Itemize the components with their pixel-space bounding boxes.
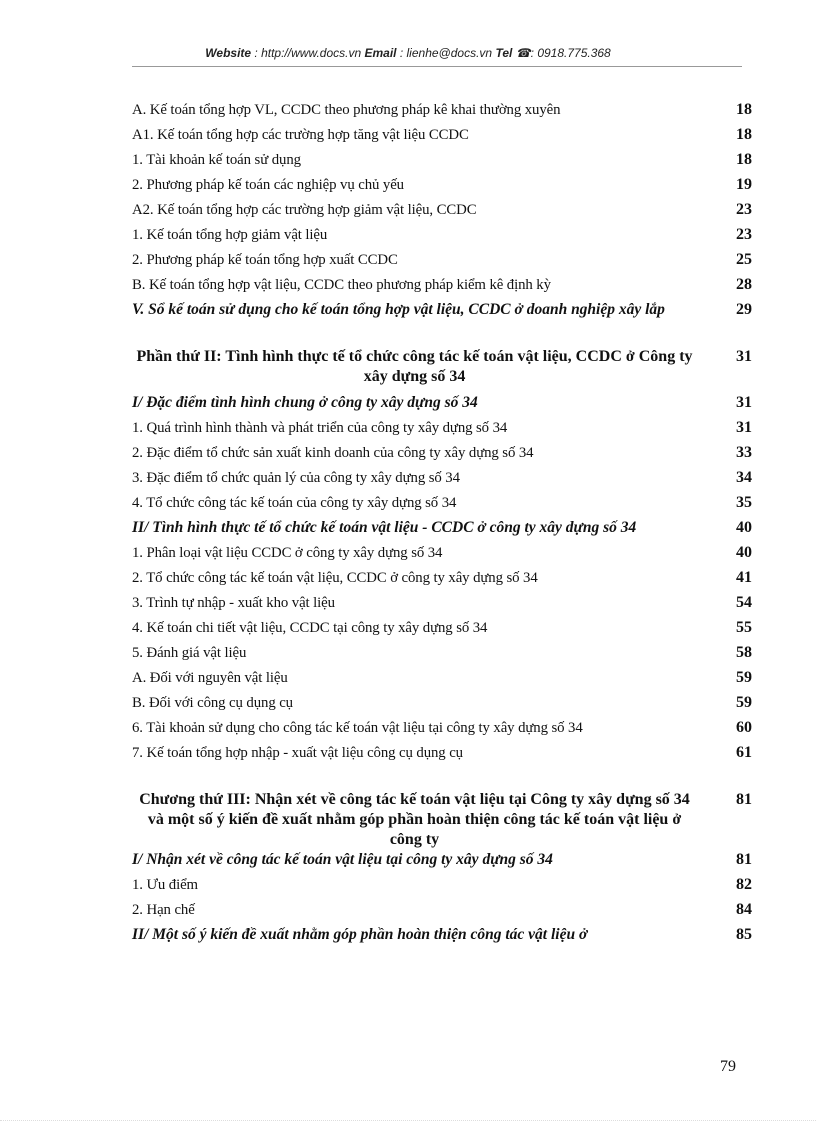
toc-entry-title: 1. Kế toán tổng hợp giảm vật liệu [132, 227, 328, 243]
toc-entry [132, 100, 752, 125]
toc-entry-page: 61 [736, 744, 752, 761]
header-divider [132, 66, 742, 67]
toc-entry [132, 225, 752, 250]
toc-entry [132, 125, 752, 150]
toc-entry-title: B. Kế toán tổng hợp vật liệu, CCDC theo phương pháp kiểm kê định kỳ [132, 277, 551, 293]
toc-entry-title: A. Đối với nguyên vật liệu [132, 670, 288, 686]
toc-entry-title: 4. Kế toán chi tiết vật liệu, CCDC tại công ty xây dựng số 34 [132, 620, 488, 636]
email-label: Email [364, 46, 397, 60]
toc-entry-title: 2. Tổ chức công tác kế toán vật liệu, CCDC ở công ty xây dựng số 34 [132, 570, 538, 586]
toc-entry [132, 347, 752, 393]
toc-entry-page: 33 [736, 444, 752, 461]
toc-entry [132, 875, 752, 900]
toc-entry-page: 31 [736, 394, 752, 411]
email-address[interactable]: lienhe@docs.vn [406, 46, 493, 60]
toc-entry-page: 23 [736, 226, 752, 243]
toc-entry-page: 59 [736, 694, 752, 711]
toc-entry [132, 443, 752, 468]
toc-entry [132, 568, 752, 593]
toc-entry-title: 1. Ưu điểm [132, 877, 198, 893]
toc-entry-title: 6. Tài khoản sử dụng cho công tác kế toán vật liệu tại công ty xây dựng số 34 [132, 720, 583, 736]
toc-entry-page: 34 [736, 469, 752, 486]
toc-entry-page: 23 [736, 201, 752, 218]
website-label: Website [205, 46, 252, 60]
toc-entry-title: 3. Trình tự nhập - xuất kho vật liệu [132, 595, 335, 611]
toc-entry [132, 643, 752, 668]
toc-entry-page: 18 [736, 151, 752, 168]
toc-entry-title: 2. Phương pháp kế toán tổng hợp xuất CCDC [132, 252, 398, 268]
toc-entry-title: V. Sổ kế toán sử dụng cho kế toán tổng hợp vật liệu, CCDC ở doanh nghiệp xây lắp [132, 301, 665, 318]
toc-entry-title: 5. Đánh giá vật liệu [132, 645, 247, 661]
toc-entry-title: 2. Phương pháp kế toán các nghiệp vụ chủ yếu [132, 177, 404, 193]
table-of-contents [132, 100, 752, 950]
toc-entry-page: 60 [736, 719, 752, 736]
toc-entry [132, 393, 752, 418]
toc-entry-page: 82 [736, 876, 752, 893]
toc-entry [132, 418, 752, 443]
toc-entry [132, 718, 752, 743]
toc-entry [132, 518, 752, 543]
toc-entry-title: I/ Nhận xét về công tác kế toán vật liệu tại công ty xây dựng số 34 [132, 851, 553, 868]
phone-number: 0918.775.368 [537, 46, 611, 60]
toc-entry-page: 55 [736, 619, 752, 636]
toc-entry-title: Phần thứ II: Tình hình thực tế tổ chức công tác kế toán vật liệu, CCDC ở Công ty xây dựng số 34 [136, 348, 693, 385]
toc-entry-page: 31 [736, 419, 752, 436]
toc-entry [132, 693, 752, 718]
toc-entry-page: 59 [736, 669, 752, 686]
toc-entry-title: B. Đối với công cụ dụng cụ [132, 695, 293, 711]
toc-entry-title: II/ Một số ý kiến đề xuất nhằm góp phần hoàn thiện công tác vật liệu ở [132, 926, 588, 943]
toc-entry-title: 1. Phân loại vật liệu CCDC ở công ty xây dựng số 34 [132, 545, 443, 561]
toc-entry-page: 54 [736, 594, 752, 611]
toc-entry [132, 468, 752, 493]
toc-entry-title: A1. Kế toán tổng hợp các trường hợp tăng vật liệu CCDC [132, 127, 469, 143]
toc-entry-page: 29 [736, 301, 752, 318]
toc-entry-title: 1. Quá trình hình thành và phát triển của công ty xây dựng số 34 [132, 420, 508, 436]
toc-entry-page: 35 [736, 494, 752, 511]
toc-entry-title: 2. Đặc điểm tổ chức sản xuất kinh doanh của công ty xây dựng số 34 [132, 445, 534, 461]
toc-entry-page: 81 [736, 791, 752, 808]
phone-icon: ☎ [515, 46, 531, 60]
toc-entry-page: 84 [736, 901, 752, 918]
toc-entry-page: 19 [736, 176, 752, 193]
toc-entry [132, 925, 752, 950]
toc-entry [132, 900, 752, 925]
toc-entry [132, 150, 752, 175]
toc-entry-page: 40 [736, 544, 752, 561]
toc-entry-page: 58 [736, 644, 752, 661]
toc-entry-page: 31 [736, 348, 752, 365]
toc-entry-title: 2. Hạn chế [132, 902, 195, 918]
toc-entry-page: 25 [736, 251, 752, 268]
toc-entry-title: 1. Tài khoản kế toán sử dụng [132, 152, 301, 168]
toc-entry-page: 41 [736, 569, 752, 586]
toc-entry [132, 850, 752, 875]
toc-entry-title: I/ Đặc điểm tình hình chung ở công ty xây dựng số 34 [132, 394, 478, 411]
toc-entry-title: 3. Đặc điểm tổ chức quản lý của công ty xây dựng số 34 [132, 470, 460, 486]
toc-entry-title: A. Kế toán tổng hợp VL, CCDC theo phương pháp kê khai thường xuyên [132, 102, 561, 118]
tel-label: Tel [495, 46, 513, 60]
page-header: Website : http://www.docs.vn Email : lienhe@docs.vn Tel ☎: 0918.775.368 [205, 46, 611, 60]
toc-entry-title: 7. Kế toán tổng hợp nhập - xuất vật liệu công cụ dụng cụ [132, 745, 463, 761]
toc-entry [132, 618, 752, 643]
toc-entry-title: 4. Tổ chức công tác kế toán của công ty xây dựng số 34 [132, 495, 457, 511]
website-url[interactable]: http://www.docs.vn [261, 46, 362, 60]
toc-entry-page: 40 [736, 519, 752, 536]
toc-entry-page: 85 [736, 926, 752, 943]
toc-entry-page: 81 [736, 851, 752, 868]
page-number: 79 [720, 1058, 736, 1075]
footer-divider [0, 1120, 816, 1121]
toc-entry [132, 543, 752, 568]
toc-entry-title: Chương thứ III: Nhận xét về công tác kế toán vật liệu tại Công ty xây dựng số 34 và một số ý kiến đề xuất nhằm góp phần hoàn thiện công tác kế toán vật liệu ở công ty [139, 791, 690, 848]
toc-entry-page: 18 [736, 101, 752, 118]
toc-entry [132, 593, 752, 618]
toc-entry [132, 250, 752, 275]
toc-entry [132, 275, 752, 300]
toc-entry [132, 743, 752, 768]
toc-entry [132, 493, 752, 518]
toc-entry [132, 175, 752, 200]
toc-entry-title: A2. Kế toán tổng hợp các trường hợp giảm vật liệu, CCDC [132, 202, 477, 218]
toc-entry-page: 18 [736, 126, 752, 143]
toc-entry-page: 28 [736, 276, 752, 293]
toc-entry [132, 300, 752, 325]
toc-entry [132, 200, 752, 225]
toc-entry-title: II/ Tình hình thực tế tổ chức kế toán vật liệu - CCDC ở công ty xây dựng số 34 [132, 519, 637, 536]
toc-entry [132, 668, 752, 693]
toc-entry [132, 790, 752, 850]
